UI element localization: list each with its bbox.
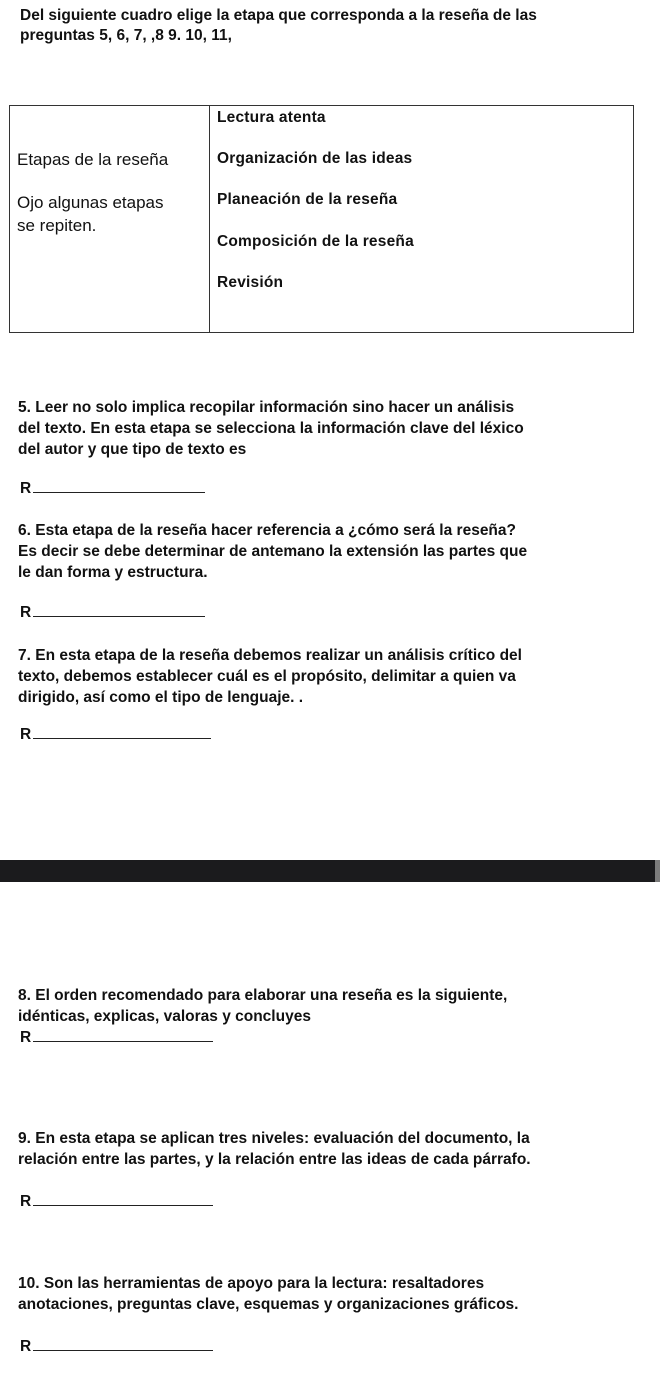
answer-label: R [20,1029,32,1046]
answer-blank-line [33,738,211,739]
answer-label: R [20,604,32,621]
answer-7[interactable] [20,726,211,744]
separator-bar [0,860,655,882]
instructions [20,6,640,46]
answer-10[interactable] [20,1338,213,1356]
question-6-line: Es decir se debe determinar de antemano la extensión las partes que [18,543,528,560]
question-10 [18,1273,646,1315]
question-7 [18,645,646,708]
instructions-line-2: preguntas 5, 6, 7, ,8 9. 10, 11, [20,27,232,44]
answer-blank-line [33,1205,213,1206]
question-5-line: del texto. En esta etapa se selecciona la información clave del léxico [18,420,524,437]
question-7-line: 7. En esta etapa de la reseña debemos realizar un análisis crítico del [18,647,522,664]
answer-8[interactable] [20,1029,213,1047]
answer-blank-line [33,1041,213,1042]
question-8 [18,985,646,1027]
table-left-label: Etapas de la reseña [17,150,169,169]
stage-organizacion-ideas: Organización de las ideas [217,150,413,167]
question-6-line: 6. Esta etapa de la reseña hacer referencia a ¿cómo será la reseña? [18,522,516,539]
question-10-line: 10. Son las herramientas de apoyo para la lectura: resaltadores [18,1275,485,1292]
separator-bar-edge [655,860,660,882]
question-10-line: anotaciones, preguntas clave, esquemas y organizaciones gráficos. [18,1296,519,1313]
question-7-line: dirigido, así como el tipo de lenguaje. . [18,689,304,706]
answer-6[interactable] [20,604,205,622]
stage-composicion-resena: Composición de la reseña [217,233,414,250]
question-6-line: le dan forma y estructura. [18,564,208,581]
question-5 [18,397,646,460]
question-7-line: texto, debemos establecer cuál es el propósito, delimitar a quien va [18,668,516,685]
answer-blank-line [33,1350,213,1351]
question-9-line: 9. En esta etapa se aplican tres niveles: evaluación del documento, la [18,1130,530,1147]
question-9 [18,1128,646,1170]
answer-label: R [20,1193,32,1210]
answer-blank-line [33,492,205,493]
table-left-note-line-2: se repiten. [17,216,97,235]
answer-5[interactable] [20,480,205,498]
table-column-divider [209,105,210,333]
answer-label: R [20,480,32,497]
stage-planeacion-resena: Planeación de la reseña [217,191,398,208]
question-6 [18,520,646,583]
table-left-note-line-1: Ojo algunas etapas [17,193,164,212]
answer-label: R [20,726,32,743]
question-5-line: del autor y que tipo de texto es [18,441,247,458]
answer-blank-line [33,616,205,617]
question-8-line: 8. El orden recomendado para elaborar una reseña es la siguiente, [18,987,508,1004]
question-5-line: 5. Leer no solo implica recopilar información sino hacer un análisis [18,399,515,416]
stage-lectura-atenta: Lectura atenta [217,109,326,126]
question-8-line: idénticas, explicas, valoras y concluyes [18,1008,311,1025]
stages-table [9,105,634,333]
stage-revision: Revisión [217,274,284,291]
instructions-line-1: Del siguiente cuadro elige la etapa que corresponda a la reseña de las [20,7,537,24]
answer-9[interactable] [20,1193,213,1211]
question-9-line: relación entre las partes, y la relación entre las ideas de cada párrafo. [18,1151,531,1168]
answer-label: R [20,1338,32,1355]
